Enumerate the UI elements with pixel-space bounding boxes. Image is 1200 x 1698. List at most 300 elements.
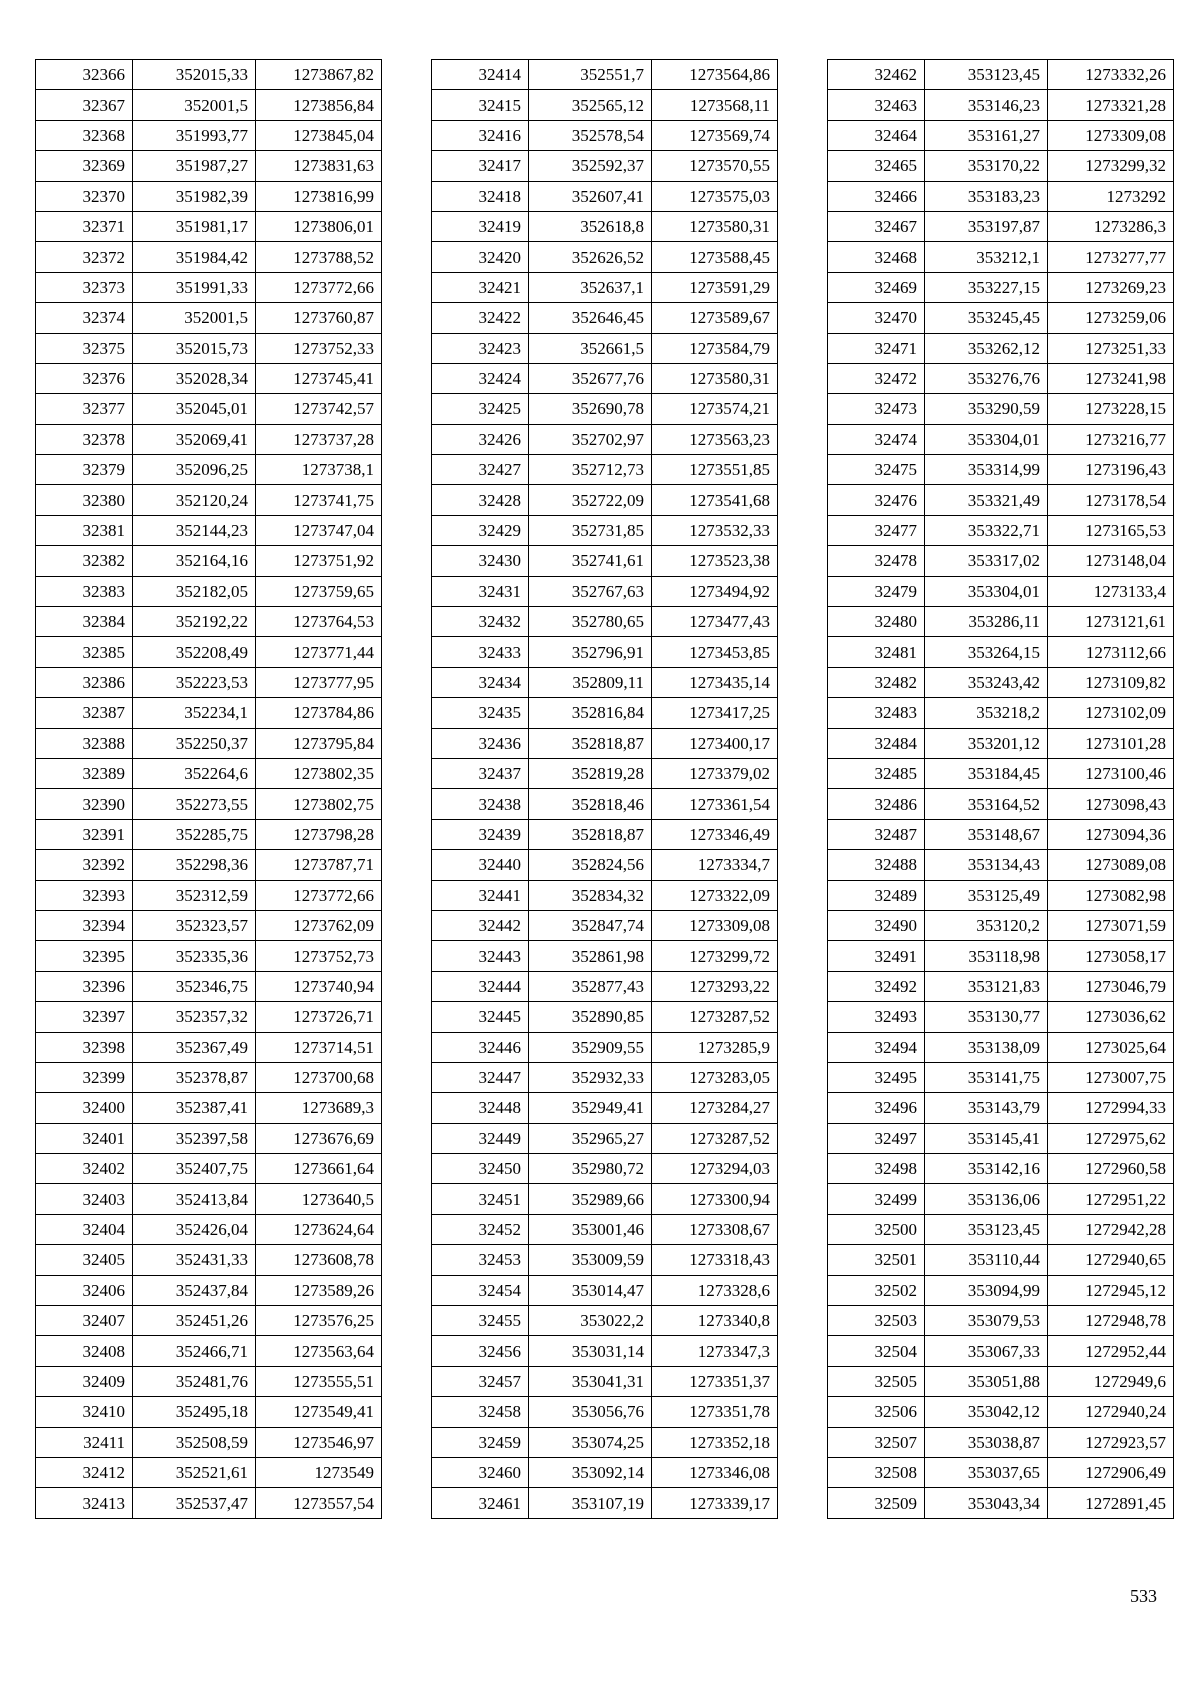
- y-coordinate-cell: 1273624,64: [256, 1214, 382, 1244]
- point-number-cell: 32470: [828, 303, 925, 333]
- point-number-cell: 32372: [36, 242, 133, 272]
- point-number-cell: 32490: [828, 910, 925, 940]
- point-number-cell: 32479: [828, 576, 925, 606]
- y-coordinate-cell: 1273557,54: [256, 1488, 382, 1518]
- point-number-cell: 32399: [36, 1062, 133, 1092]
- y-coordinate-cell: 1272949,6: [1048, 1366, 1174, 1396]
- table-row: [432, 120, 778, 150]
- table-row: [36, 1366, 382, 1396]
- y-coordinate-cell: 1273740,94: [256, 971, 382, 1001]
- x-coordinate-cell: 352045,01: [133, 394, 256, 424]
- table-row: [432, 941, 778, 971]
- y-coordinate-cell: 1273259,06: [1048, 303, 1174, 333]
- y-coordinate-cell: 1273285,9: [652, 1032, 778, 1062]
- y-coordinate-cell: 1273098,43: [1048, 789, 1174, 819]
- x-coordinate-cell: 352932,33: [529, 1062, 652, 1092]
- x-coordinate-cell: 352731,85: [529, 515, 652, 545]
- y-coordinate-cell: 1273216,77: [1048, 424, 1174, 454]
- y-coordinate-cell: 1273608,78: [256, 1245, 382, 1275]
- table-row: [36, 485, 382, 515]
- table-row: [432, 1488, 778, 1518]
- x-coordinate-cell: 353134,43: [925, 850, 1048, 880]
- table-row: [432, 485, 778, 515]
- x-coordinate-cell: 352413,84: [133, 1184, 256, 1214]
- x-coordinate-cell: 352989,66: [529, 1184, 652, 1214]
- x-coordinate-cell: 353286,11: [925, 607, 1048, 637]
- table-row: [36, 363, 382, 393]
- point-number-cell: 32419: [432, 211, 529, 241]
- x-coordinate-cell: 353014,47: [529, 1275, 652, 1305]
- table-row: [828, 1306, 1174, 1336]
- point-number-cell: 32437: [432, 758, 529, 788]
- table-row: [36, 1245, 382, 1275]
- table-row: [432, 1184, 778, 1214]
- x-coordinate-cell: 353051,88: [925, 1366, 1048, 1396]
- table-row: [36, 303, 382, 333]
- table-row: [36, 1306, 382, 1336]
- point-number-cell: 32494: [828, 1032, 925, 1062]
- table-row: [828, 1032, 1174, 1062]
- x-coordinate-cell: 352387,41: [133, 1093, 256, 1123]
- y-coordinate-cell: 1272940,24: [1048, 1397, 1174, 1427]
- point-number-cell: 32491: [828, 941, 925, 971]
- table-row: [828, 576, 1174, 606]
- x-coordinate-cell: 353067,33: [925, 1336, 1048, 1366]
- y-coordinate-cell: 1273806,01: [256, 211, 382, 241]
- x-coordinate-cell: 353056,76: [529, 1397, 652, 1427]
- x-coordinate-cell: 352521,61: [133, 1457, 256, 1487]
- table-row: [432, 1397, 778, 1427]
- point-number-cell: 32453: [432, 1245, 529, 1275]
- point-number-cell: 32504: [828, 1336, 925, 1366]
- point-number-cell: 32394: [36, 910, 133, 940]
- x-coordinate-cell: 352824,56: [529, 850, 652, 880]
- x-coordinate-cell: 352741,61: [529, 546, 652, 576]
- y-coordinate-cell: 1273580,31: [652, 211, 778, 241]
- y-coordinate-cell: 1273292: [1048, 181, 1174, 211]
- x-coordinate-cell: 352495,18: [133, 1397, 256, 1427]
- table-row: [828, 363, 1174, 393]
- table-row: [36, 546, 382, 576]
- x-coordinate-cell: 352677,76: [529, 363, 652, 393]
- x-coordinate-cell: 353041,31: [529, 1366, 652, 1396]
- point-number-cell: 32416: [432, 120, 529, 150]
- table-row: [828, 1154, 1174, 1184]
- y-coordinate-cell: 1273589,67: [652, 303, 778, 333]
- table-row: [36, 424, 382, 454]
- point-number-cell: 32433: [432, 637, 529, 667]
- y-coordinate-cell: 1273339,17: [652, 1488, 778, 1518]
- point-number-cell: 32487: [828, 819, 925, 849]
- point-number-cell: 32439: [432, 819, 529, 849]
- point-number-cell: 32386: [36, 667, 133, 697]
- y-coordinate-cell: 1273287,52: [652, 1123, 778, 1153]
- table-row: [36, 333, 382, 363]
- y-coordinate-cell: 1273340,8: [652, 1306, 778, 1336]
- x-coordinate-cell: 352397,58: [133, 1123, 256, 1153]
- x-coordinate-cell: 352223,53: [133, 667, 256, 697]
- point-number-cell: 32455: [432, 1306, 529, 1336]
- table-row: [36, 1488, 382, 1518]
- table-row: [828, 1427, 1174, 1457]
- y-coordinate-cell: 1273802,35: [256, 758, 382, 788]
- y-coordinate-cell: 1272960,58: [1048, 1154, 1174, 1184]
- table-row: [36, 910, 382, 940]
- table-row: [36, 1093, 382, 1123]
- point-number-cell: 32465: [828, 151, 925, 181]
- y-coordinate-cell: 1273400,17: [652, 728, 778, 758]
- point-number-cell: 32440: [432, 850, 529, 880]
- table-row: [828, 546, 1174, 576]
- x-coordinate-cell: 353022,2: [529, 1306, 652, 1336]
- point-number-cell: 32370: [36, 181, 133, 211]
- x-coordinate-cell: 353009,59: [529, 1245, 652, 1275]
- table-row: [36, 667, 382, 697]
- x-coordinate-cell: 351991,33: [133, 272, 256, 302]
- x-coordinate-cell: 352819,28: [529, 758, 652, 788]
- table-row: [828, 394, 1174, 424]
- point-number-cell: 32423: [432, 333, 529, 363]
- y-coordinate-cell: 1273228,15: [1048, 394, 1174, 424]
- table-row: [828, 515, 1174, 545]
- point-number-cell: 32458: [432, 1397, 529, 1427]
- y-coordinate-cell: 1273764,53: [256, 607, 382, 637]
- y-coordinate-cell: 1273089,08: [1048, 850, 1174, 880]
- table-row: [828, 1093, 1174, 1123]
- x-coordinate-cell: 353321,49: [925, 485, 1048, 515]
- x-coordinate-cell: 353197,87: [925, 211, 1048, 241]
- point-number-cell: 32379: [36, 455, 133, 485]
- point-number-cell: 32474: [828, 424, 925, 454]
- y-coordinate-cell: 1273551,85: [652, 455, 778, 485]
- table-row: [828, 728, 1174, 758]
- table-row: [432, 789, 778, 819]
- table-row: [828, 120, 1174, 150]
- x-coordinate-cell: 353264,15: [925, 637, 1048, 667]
- x-coordinate-cell: 352285,75: [133, 819, 256, 849]
- table-row: [828, 181, 1174, 211]
- x-coordinate-cell: 352537,47: [133, 1488, 256, 1518]
- table-row: [36, 120, 382, 150]
- table-row: [36, 1275, 382, 1305]
- x-coordinate-cell: 352909,55: [529, 1032, 652, 1062]
- x-coordinate-cell: 352626,52: [529, 242, 652, 272]
- y-coordinate-cell: 1273867,82: [256, 60, 382, 90]
- y-coordinate-cell: 1273737,28: [256, 424, 382, 454]
- y-coordinate-cell: 1273589,26: [256, 1275, 382, 1305]
- point-number-cell: 32383: [36, 576, 133, 606]
- x-coordinate-cell: 352451,26: [133, 1306, 256, 1336]
- x-coordinate-cell: 352646,45: [529, 303, 652, 333]
- y-coordinate-cell: 1273283,05: [652, 1062, 778, 1092]
- point-number-cell: 32454: [432, 1275, 529, 1305]
- table-row: [828, 455, 1174, 485]
- table-row: [432, 1457, 778, 1487]
- y-coordinate-cell: 1273568,11: [652, 90, 778, 120]
- y-coordinate-cell: 1273241,98: [1048, 363, 1174, 393]
- table-row: [828, 272, 1174, 302]
- point-number-cell: 32405: [36, 1245, 133, 1275]
- point-number-cell: 32466: [828, 181, 925, 211]
- x-coordinate-cell: 353245,45: [925, 303, 1048, 333]
- x-coordinate-cell: 352722,09: [529, 485, 652, 515]
- y-coordinate-cell: 1273379,02: [652, 758, 778, 788]
- x-coordinate-cell: 351993,77: [133, 120, 256, 150]
- x-coordinate-cell: 352001,5: [133, 303, 256, 333]
- table-row: [36, 1123, 382, 1153]
- point-number-cell: 32485: [828, 758, 925, 788]
- x-coordinate-cell: 352431,33: [133, 1245, 256, 1275]
- x-coordinate-cell: 352877,43: [529, 971, 652, 1001]
- point-number-cell: 32444: [432, 971, 529, 1001]
- y-coordinate-cell: 1273196,43: [1048, 455, 1174, 485]
- table-row: [36, 941, 382, 971]
- table-row: [432, 515, 778, 545]
- point-number-cell: 32488: [828, 850, 925, 880]
- y-coordinate-cell: 1273334,7: [652, 850, 778, 880]
- x-coordinate-cell: 352508,59: [133, 1427, 256, 1457]
- point-number-cell: 32481: [828, 637, 925, 667]
- table-row: [432, 728, 778, 758]
- x-coordinate-cell: 352378,87: [133, 1062, 256, 1092]
- point-number-cell: 32366: [36, 60, 133, 90]
- point-number-cell: 32475: [828, 455, 925, 485]
- table-row: [36, 515, 382, 545]
- point-number-cell: 32438: [432, 789, 529, 819]
- y-coordinate-cell: 1273299,32: [1048, 151, 1174, 181]
- x-coordinate-cell: 352312,59: [133, 880, 256, 910]
- y-coordinate-cell: 1273546,97: [256, 1427, 382, 1457]
- x-coordinate-cell: 352980,72: [529, 1154, 652, 1184]
- point-number-cell: 32381: [36, 515, 133, 545]
- x-coordinate-cell: 352949,41: [529, 1093, 652, 1123]
- point-number-cell: 32502: [828, 1275, 925, 1305]
- table-row: [828, 1214, 1174, 1244]
- table-row: [432, 1154, 778, 1184]
- x-coordinate-cell: 353110,44: [925, 1245, 1048, 1275]
- x-coordinate-cell: 352466,71: [133, 1336, 256, 1366]
- table-row: [432, 1214, 778, 1244]
- y-coordinate-cell: 1273025,64: [1048, 1032, 1174, 1062]
- y-coordinate-cell: 1273640,5: [256, 1184, 382, 1214]
- table-row: [36, 1032, 382, 1062]
- y-coordinate-cell: 1273058,17: [1048, 941, 1174, 971]
- table-row: [828, 1488, 1174, 1518]
- x-coordinate-cell: 353092,14: [529, 1457, 652, 1487]
- table-row: [432, 607, 778, 637]
- x-coordinate-cell: 352767,63: [529, 576, 652, 606]
- x-coordinate-cell: 352965,27: [529, 1123, 652, 1153]
- table-row: [432, 1336, 778, 1366]
- table-row: [828, 910, 1174, 940]
- x-coordinate-cell: 353290,59: [925, 394, 1048, 424]
- point-number-cell: 32484: [828, 728, 925, 758]
- y-coordinate-cell: 1273549,41: [256, 1397, 382, 1427]
- y-coordinate-cell: 1272940,65: [1048, 1245, 1174, 1275]
- table-row: [432, 698, 778, 728]
- y-coordinate-cell: 1273293,22: [652, 971, 778, 1001]
- point-number-cell: 32462: [828, 60, 925, 90]
- x-coordinate-cell: 353141,75: [925, 1062, 1048, 1092]
- table-row: [828, 1397, 1174, 1427]
- coordinate-table-3: [827, 59, 1174, 1519]
- x-coordinate-cell: 352192,22: [133, 607, 256, 637]
- table-row: [36, 242, 382, 272]
- point-number-cell: 32486: [828, 789, 925, 819]
- table-row: [36, 1457, 382, 1487]
- x-coordinate-cell: 352298,36: [133, 850, 256, 880]
- table-row: [36, 971, 382, 1001]
- table-row: [828, 758, 1174, 788]
- point-number-cell: 32393: [36, 880, 133, 910]
- y-coordinate-cell: 1272948,78: [1048, 1306, 1174, 1336]
- y-coordinate-cell: 1273352,18: [652, 1427, 778, 1457]
- table-row: [36, 789, 382, 819]
- y-coordinate-cell: 1273541,68: [652, 485, 778, 515]
- y-coordinate-cell: 1273269,23: [1048, 272, 1174, 302]
- point-number-cell: 32375: [36, 333, 133, 363]
- y-coordinate-cell: 1273286,3: [1048, 211, 1174, 241]
- x-coordinate-cell: 352481,76: [133, 1366, 256, 1396]
- y-coordinate-cell: 1273148,04: [1048, 546, 1174, 576]
- y-coordinate-cell: 1273094,36: [1048, 819, 1174, 849]
- point-number-cell: 32428: [432, 485, 529, 515]
- point-number-cell: 32469: [828, 272, 925, 302]
- point-number-cell: 32402: [36, 1154, 133, 1184]
- x-coordinate-cell: 353031,14: [529, 1336, 652, 1366]
- table-row: [36, 1184, 382, 1214]
- table-row: [36, 1002, 382, 1032]
- x-coordinate-cell: 353079,53: [925, 1306, 1048, 1336]
- table-row: [432, 1275, 778, 1305]
- x-coordinate-cell: 352015,73: [133, 333, 256, 363]
- table-row: [36, 1062, 382, 1092]
- x-coordinate-cell: 352120,24: [133, 485, 256, 515]
- point-number-cell: 32413: [36, 1488, 133, 1518]
- point-number-cell: 32401: [36, 1123, 133, 1153]
- point-number-cell: 32501: [828, 1245, 925, 1275]
- y-coordinate-cell: 1273300,94: [652, 1184, 778, 1214]
- y-coordinate-cell: 1273351,78: [652, 1397, 778, 1427]
- point-number-cell: 32443: [432, 941, 529, 971]
- y-coordinate-cell: 1273777,95: [256, 667, 382, 697]
- point-number-cell: 32385: [36, 637, 133, 667]
- y-coordinate-cell: 1273831,63: [256, 151, 382, 181]
- table-row: [828, 90, 1174, 120]
- x-coordinate-cell: 353138,09: [925, 1032, 1048, 1062]
- x-coordinate-cell: 352096,25: [133, 455, 256, 485]
- point-number-cell: 32377: [36, 394, 133, 424]
- x-coordinate-cell: 352346,75: [133, 971, 256, 1001]
- x-coordinate-cell: 352834,32: [529, 880, 652, 910]
- point-number-cell: 32500: [828, 1214, 925, 1244]
- x-coordinate-cell: 353184,45: [925, 758, 1048, 788]
- y-coordinate-cell: 1273752,73: [256, 941, 382, 971]
- y-coordinate-cell: 1273714,51: [256, 1032, 382, 1062]
- x-coordinate-cell: 353170,22: [925, 151, 1048, 181]
- x-coordinate-cell: 352028,34: [133, 363, 256, 393]
- y-coordinate-cell: 1273752,33: [256, 333, 382, 363]
- x-coordinate-cell: 353094,99: [925, 1275, 1048, 1305]
- y-coordinate-cell: 1272942,28: [1048, 1214, 1174, 1244]
- y-coordinate-cell: 1273741,75: [256, 485, 382, 515]
- y-coordinate-cell: 1273294,03: [652, 1154, 778, 1184]
- table-row: [432, 850, 778, 880]
- point-number-cell: 32389: [36, 758, 133, 788]
- point-number-cell: 32457: [432, 1366, 529, 1396]
- x-coordinate-cell: 352234,1: [133, 698, 256, 728]
- point-number-cell: 32431: [432, 576, 529, 606]
- table-row: [36, 394, 382, 424]
- y-coordinate-cell: 1273751,92: [256, 546, 382, 576]
- y-coordinate-cell: 1273784,86: [256, 698, 382, 728]
- point-number-cell: 32448: [432, 1093, 529, 1123]
- x-coordinate-cell: 352164,16: [133, 546, 256, 576]
- x-coordinate-cell: 353143,79: [925, 1093, 1048, 1123]
- y-coordinate-cell: 1273700,68: [256, 1062, 382, 1092]
- y-coordinate-cell: 1273277,77: [1048, 242, 1174, 272]
- y-coordinate-cell: 1273788,52: [256, 242, 382, 272]
- point-number-cell: 32368: [36, 120, 133, 150]
- table-row: [828, 1062, 1174, 1092]
- table-row: [828, 1123, 1174, 1153]
- y-coordinate-cell: 1273584,79: [652, 333, 778, 363]
- point-number-cell: 32452: [432, 1214, 529, 1244]
- x-coordinate-cell: 353001,46: [529, 1214, 652, 1244]
- table-row: [828, 1245, 1174, 1275]
- table-row: [36, 1397, 382, 1427]
- point-number-cell: 32489: [828, 880, 925, 910]
- table-row: [432, 1123, 778, 1153]
- table-row: [828, 485, 1174, 515]
- page-number: 533: [1130, 1586, 1157, 1606]
- y-coordinate-cell: 1273574,21: [652, 394, 778, 424]
- y-coordinate-cell: 1273845,04: [256, 120, 382, 150]
- point-number-cell: 32508: [828, 1457, 925, 1487]
- x-coordinate-cell: 351984,42: [133, 242, 256, 272]
- table-row: [432, 910, 778, 940]
- x-coordinate-cell: 353123,45: [925, 60, 1048, 90]
- point-number-cell: 32426: [432, 424, 529, 454]
- y-coordinate-cell: 1273676,69: [256, 1123, 382, 1153]
- table-row: [432, 333, 778, 363]
- table-row: [828, 667, 1174, 697]
- x-coordinate-cell: 352809,11: [529, 667, 652, 697]
- y-coordinate-cell: 1273133,4: [1048, 576, 1174, 606]
- table-row: [36, 272, 382, 302]
- x-coordinate-cell: 353074,25: [529, 1427, 652, 1457]
- x-coordinate-cell: 352357,32: [133, 1002, 256, 1032]
- y-coordinate-cell: 1273816,99: [256, 181, 382, 211]
- y-coordinate-cell: 1273802,75: [256, 789, 382, 819]
- x-coordinate-cell: 353161,27: [925, 120, 1048, 150]
- y-coordinate-cell: 1273299,72: [652, 941, 778, 971]
- x-coordinate-cell: 352780,65: [529, 607, 652, 637]
- x-coordinate-cell: 352637,1: [529, 272, 652, 302]
- y-coordinate-cell: 1273347,3: [652, 1336, 778, 1366]
- point-number-cell: 32427: [432, 455, 529, 485]
- point-number-cell: 32434: [432, 667, 529, 697]
- point-number-cell: 32395: [36, 941, 133, 971]
- y-coordinate-cell: 1273318,43: [652, 1245, 778, 1275]
- table-row: [36, 758, 382, 788]
- x-coordinate-cell: 353125,49: [925, 880, 1048, 910]
- x-coordinate-cell: 352578,54: [529, 120, 652, 150]
- point-number-cell: 32478: [828, 546, 925, 576]
- y-coordinate-cell: 1272945,12: [1048, 1275, 1174, 1305]
- y-coordinate-cell: 1272994,33: [1048, 1093, 1174, 1123]
- point-number-cell: 32418: [432, 181, 529, 211]
